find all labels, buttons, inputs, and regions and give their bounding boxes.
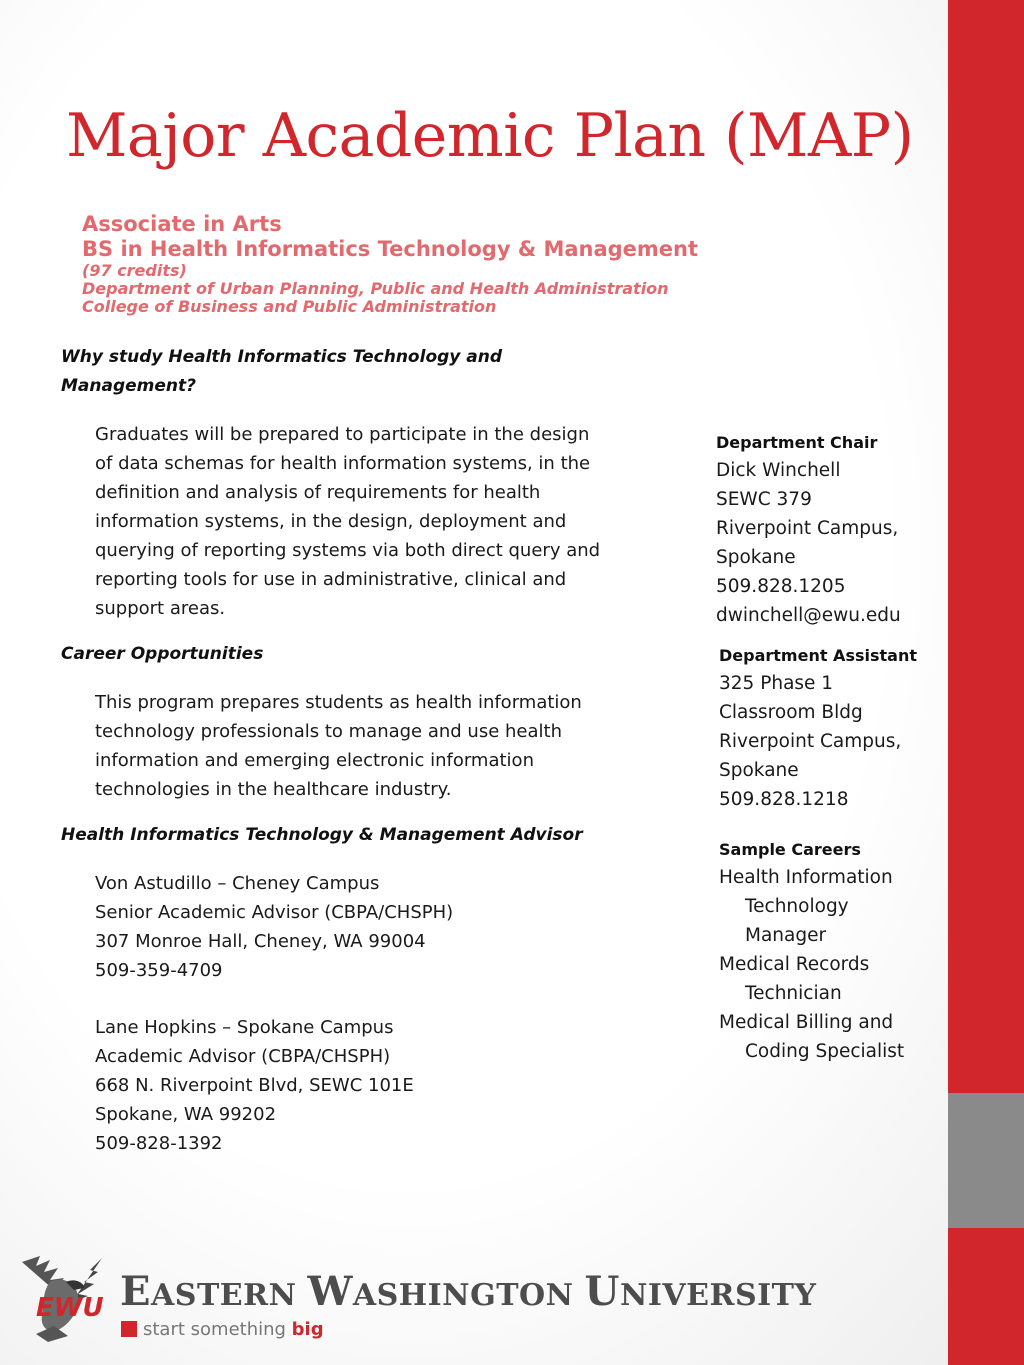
chair-email: dwinchell@ewu.edu xyxy=(716,605,901,626)
why-study-heading xyxy=(61,343,502,401)
chair-line: SEWC 379 xyxy=(716,489,812,510)
career-item: Medical Records xyxy=(719,954,870,975)
department-name: Department of Urban Planning, Public and Health Administration xyxy=(82,279,669,298)
paragraph-line: Graduates will be prepared to participate in the design xyxy=(95,424,590,445)
department-chair-label: Department Chair xyxy=(716,433,878,452)
advisor-line: Senior Academic Advisor (CBPA/CHSPH) xyxy=(95,902,454,923)
paragraph-line: information and emerging electronic information xyxy=(95,750,534,771)
paragraph-line: definition and analysis of requirements for health xyxy=(95,482,541,503)
assistant-line: Riverpoint Campus, xyxy=(719,731,902,752)
degree-associate: Associate in Arts xyxy=(82,212,282,236)
paragraph-line: of data schemas for health information systems, in the xyxy=(95,453,591,474)
paragraph-line: querying of reporting systems via both direct query and xyxy=(95,540,601,561)
career-opportunities-heading: Career Opportunities xyxy=(61,644,264,664)
advisor-line: Lane Hopkins – Spokane Campus xyxy=(95,1017,394,1038)
career-item: Medical Billing and xyxy=(719,1012,894,1033)
career-paragraph xyxy=(95,688,582,804)
university-name-e: E xyxy=(120,1268,151,1315)
eagle-logo-icon xyxy=(14,1252,110,1348)
paragraph-line: information systems, in the design, deployment and xyxy=(95,511,567,532)
paragraph-line: This program prepares students as health information xyxy=(95,692,582,713)
paragraph-line: technology professionals to manage and use health xyxy=(95,721,562,742)
why-study-heading-line2: Management? xyxy=(61,376,196,396)
chair-line: Dick Winchell xyxy=(716,460,841,481)
paragraph-line: reporting tools for use in administrative, clinical and xyxy=(95,569,567,590)
chair-line: 509.828.1205 xyxy=(716,576,846,597)
tagline-start: start something xyxy=(143,1319,292,1340)
university-name-w: W xyxy=(307,1268,353,1315)
credits: (97 credits) xyxy=(82,261,187,280)
department-assistant-block xyxy=(719,643,917,814)
program-block xyxy=(82,212,698,316)
advisor-line: 509-828-1392 xyxy=(95,1133,223,1154)
advisor-2 xyxy=(95,1013,414,1158)
tagline xyxy=(121,1318,324,1342)
university-name-u: U xyxy=(584,1268,620,1315)
advisor-line: Von Astudillo – Cheney Campus xyxy=(95,873,380,894)
paragraph-line: support areas. xyxy=(95,598,226,619)
department-chair-block xyxy=(716,430,901,630)
assistant-line: Spokane xyxy=(719,760,799,781)
advisor-1 xyxy=(95,869,453,985)
university-name xyxy=(120,1268,816,1320)
tagline-square-icon xyxy=(121,1321,137,1337)
logo-letters: EWU xyxy=(36,1293,104,1323)
university-name-astern: ASTERN xyxy=(151,1278,308,1313)
advisor-heading: Health Informatics Technology & Management Advisor xyxy=(61,825,583,845)
tagline-big: big xyxy=(291,1319,324,1340)
side-bar-gray xyxy=(948,1093,1024,1228)
advisor-line: 307 Monroe Hall, Cheney, WA 99004 xyxy=(95,931,426,952)
career-item: Health Information xyxy=(719,867,893,888)
advisor-line: Academic Advisor (CBPA/CHSPH) xyxy=(95,1046,391,1067)
why-study-paragraph xyxy=(95,420,600,623)
why-study-heading-line1: Why study Health Informatics Technology and xyxy=(61,347,503,367)
career-item: Manager xyxy=(745,925,827,946)
degree-bs: BS in Health Informatics Technology & Management xyxy=(82,237,699,261)
university-name-niversity: NIVERSITY xyxy=(619,1278,817,1313)
department-assistant-label: Department Assistant xyxy=(719,646,917,665)
assistant-line: 325 Phase 1 xyxy=(719,673,834,694)
advisor-line: 509-359-4709 xyxy=(95,960,223,981)
sample-careers-label: Sample Careers xyxy=(719,840,861,859)
chair-line: Riverpoint Campus, xyxy=(716,518,899,539)
career-item: Technology xyxy=(745,896,849,917)
sample-careers-block xyxy=(719,837,904,1066)
paragraph-line: technologies in the healthcare industry. xyxy=(95,779,452,800)
page-title: Major Academic Plan (MAP) xyxy=(66,101,914,171)
assistant-line: Classroom Bldg xyxy=(719,702,863,723)
advisor-line: Spokane, WA 99202 xyxy=(95,1104,277,1125)
university-name-ashington: ASHINGTON xyxy=(352,1278,585,1313)
career-item: Technician xyxy=(745,983,842,1004)
career-item: Coding Specialist xyxy=(745,1041,905,1062)
college-name: College of Business and Public Administration xyxy=(82,297,497,316)
advisor-line: 668 N. Riverpoint Blvd, SEWC 101E xyxy=(95,1075,414,1096)
chair-line: Spokane xyxy=(716,547,796,568)
assistant-line: 509.828.1218 xyxy=(719,789,849,810)
